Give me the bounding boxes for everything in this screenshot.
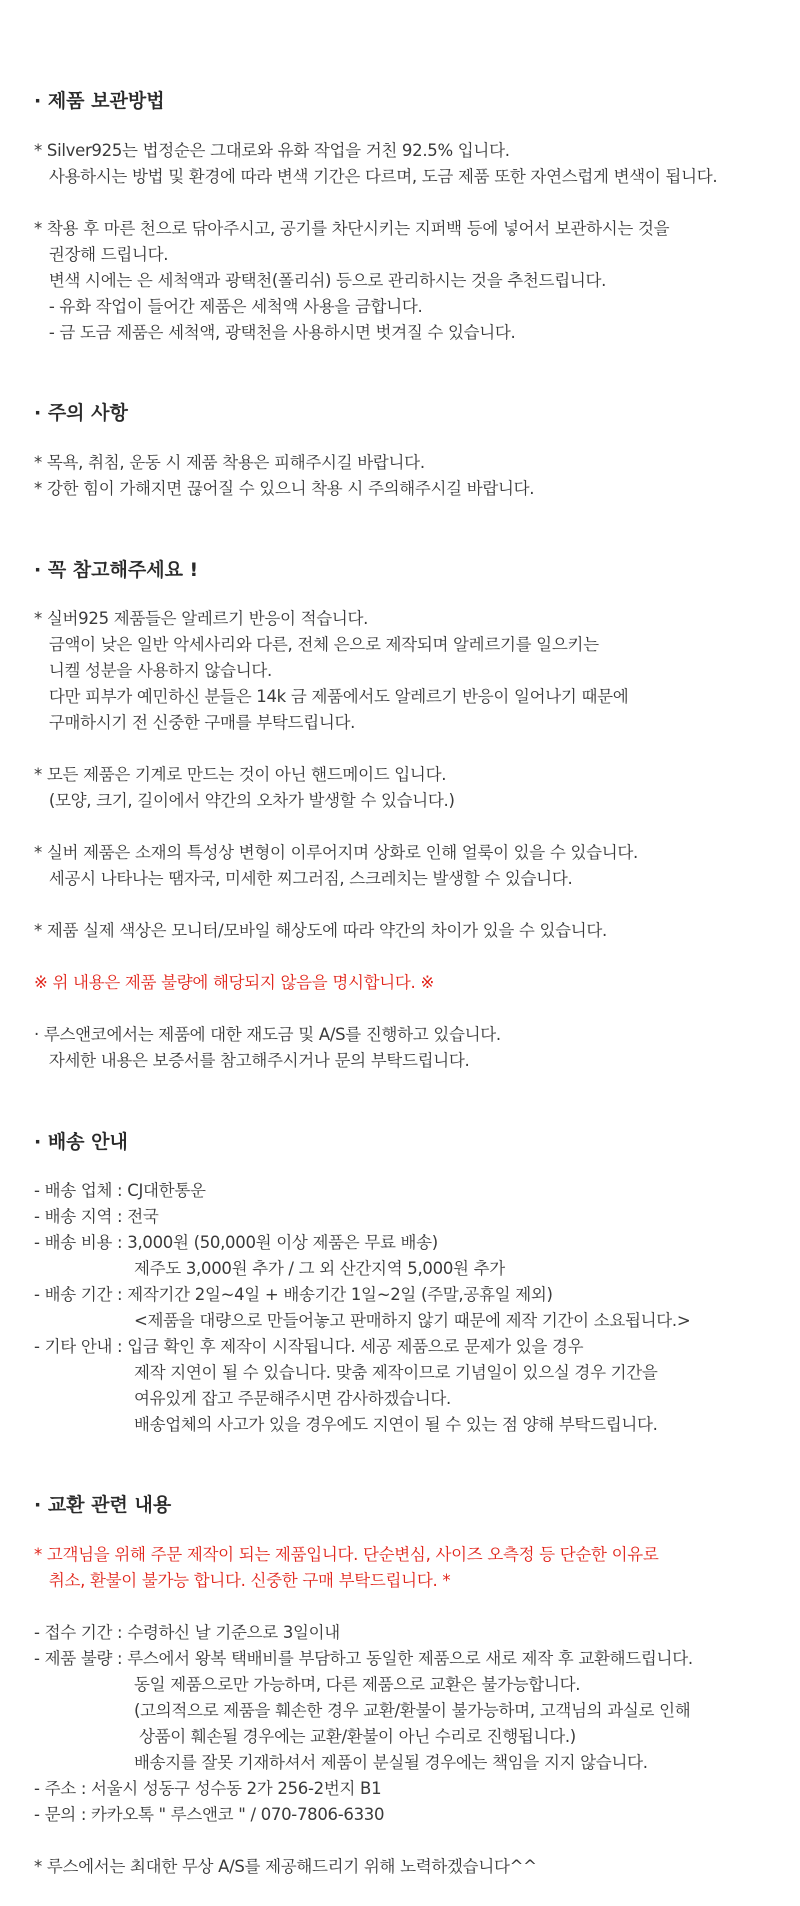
exchange-line: - 문의 : 카카오톡 " 루스앤코 " / 070-7806-6330	[34, 1805, 385, 1824]
shipping-line: - 기타 안내 : 입금 확인 후 제작이 시작됩니다. 세공 제품으로 문제가 있을 경우	[34, 1337, 584, 1356]
notice-line: · 루스앤코에서는 제품에 대한 재도금 및 A/S를 진행하고 있습니다.	[34, 1025, 501, 1044]
exchange-line: - 제품 불량 : 루스에서 왕복 택배비를 부담하고 동일한 제품으로 새로 제작 후 교환해드립니다.	[34, 1649, 693, 1668]
shipping-line: 제작 지연이 될 수 있습니다. 맞춤 제작이므로 기념일이 있으실 경우 기간을	[134, 1363, 658, 1382]
notice-section-title: · 꼭 참고해주세요 !	[34, 559, 199, 581]
notice-line: * 실버925 제품들은 알레르기 반응이 적습니다.	[34, 609, 369, 628]
notice-line: * 제품 실제 색상은 모니터/모바일 해상도에 따라 약간의 차이가 있을 수 있습니다.	[34, 921, 607, 940]
exchange-warning-line: 취소, 환불이 불가능 합니다. 신중한 구매 부탁드립니다. *	[34, 1571, 451, 1590]
shipping-line: - 배송 지역 : 전국	[34, 1207, 159, 1226]
notice-line: * 모든 제품은 기계로 만드는 것이 아닌 핸드메이드 입니다.	[34, 765, 447, 784]
exchange-line: * 루스에서는 최대한 무상 A/S를 제공해드리기 위해 노력하겠습니다^^	[34, 1857, 537, 1876]
storage-line: * 착용 후 마른 천으로 닦아주시고, 공기를 차단시키는 지퍼백 등에 넣어서 보관하시는 것을	[34, 219, 670, 238]
storage-line: 권장해 드립니다.	[34, 245, 169, 264]
storage-line: - 금 도금 제품은 세척액, 광택천을 사용하시면 벗겨질 수 있습니다.	[34, 323, 516, 342]
shipping-line: <제품을 대량으로 만들어놓고 판매하지 않기 때문에 제작 기간이 소요됩니다.>	[134, 1311, 691, 1330]
notice-line: 자세한 내용은 보증서를 참고해주시거나 문의 부탁드립니다.	[34, 1051, 470, 1070]
shipping-line: - 배송 비용 : 3,000원 (50,000원 이상 제품은 무료 배송)	[34, 1233, 438, 1252]
notice-line: (모양, 크기, 길이에서 약간의 오차가 발생할 수 있습니다.)	[34, 791, 455, 810]
notice-line: 금액이 낮은 일반 악세사리와 다른, 전체 은으로 제작되며 알레르기를 일으키는	[34, 635, 599, 654]
notice-line: * 실버 제품은 소재의 특성상 변형이 이루어지며 상화로 인해 얼룩이 있을 수 있습니다.	[34, 843, 638, 862]
exchange-warning-line: * 고객님을 위해 주문 제작이 되는 제품입니다. 단순변심, 사이즈 오측정 등 단순한 이유로	[34, 1545, 659, 1564]
shipping-line: 여유있게 잡고 주문해주시면 감사하겠습니다.	[134, 1389, 451, 1408]
exchange-line: 배송지를 잘못 기재하셔서 제품이 분실될 경우에는 책임을 지지 않습니다.	[134, 1753, 648, 1772]
exchange-line: - 주소 : 서울시 성동구 성수동 2가 256-2번지 B1	[34, 1779, 382, 1798]
exchange-line: (고의적으로 제품을 훼손한 경우 교환/환불이 불가능하며, 고객님의 과실로 인해	[134, 1701, 691, 1720]
caution-section-title: · 주의 사항	[34, 402, 128, 424]
caution-line: * 목욕, 취침, 운동 시 제품 착용은 피해주시길 바랍니다.	[34, 453, 425, 472]
notice-warning-line: ※ 위 내용은 제품 불량에 해당되지 않음을 명시합니다. ※	[34, 973, 434, 992]
storage-line: 변색 시에는 은 세척액과 광택천(폴리쉬) 등으로 관리하시는 것을 추천드립니다.	[34, 271, 607, 290]
notice-line: 구매하시기 전 신중한 구매를 부탁드립니다.	[34, 713, 356, 732]
storage-line: 사용하시는 방법 및 환경에 따라 변색 기간은 다르며, 도금 제품 또한 자연스럽게 변색이 됩니다.	[34, 167, 718, 186]
storage-section-title: · 제품 보관방법	[34, 90, 165, 112]
shipping-line: 배송업체의 사고가 있을 경우에도 지연이 될 수 있는 점 양해 부탁드립니다.	[134, 1415, 658, 1434]
notice-line: 니켈 성분을 사용하지 않습니다.	[34, 661, 272, 680]
shipping-line: - 배송 기간 : 제작기간 2일~4일 + 배송기간 1일~2일 (주말,공휴일 제외)	[34, 1285, 553, 1304]
notice-line: 세공시 나타나는 땜자국, 미세한 찌그러짐, 스크레치는 발생할 수 있습니다.	[34, 869, 573, 888]
exchange-line: 동일 제품으로만 가능하며, 다른 제품으로 교환은 불가능합니다.	[134, 1675, 581, 1694]
exchange-section-title: · 교환 관련 내용	[34, 1494, 172, 1516]
caution-line: * 강한 힘이 가해지면 끊어질 수 있으니 착용 시 주의해주시길 바랍니다.	[34, 479, 535, 498]
exchange-line: 상품이 훼손될 경우에는 교환/환불이 아닌 수리로 진행됩니다.)	[134, 1727, 576, 1746]
storage-line: - 유화 작업이 들어간 제품은 세척액 사용을 금합니다.	[34, 297, 423, 316]
shipping-section-title: · 배송 안내	[34, 1131, 128, 1153]
exchange-line: - 접수 기간 : 수령하신 날 기준으로 3일이내	[34, 1623, 340, 1642]
shipping-line: 제주도 3,000원 추가 / 그 외 산간지역 5,000원 추가	[134, 1259, 505, 1278]
notice-line: 다만 피부가 예민하신 분들은 14k 금 제품에서도 알레르기 반응이 일어나기 때문에	[34, 687, 629, 706]
storage-line: * Silver925는 법정순은 그대로와 유화 작업을 거친 92.5% 입니다.	[34, 141, 510, 160]
shipping-line: - 배송 업체 : CJ대한통운	[34, 1181, 206, 1200]
